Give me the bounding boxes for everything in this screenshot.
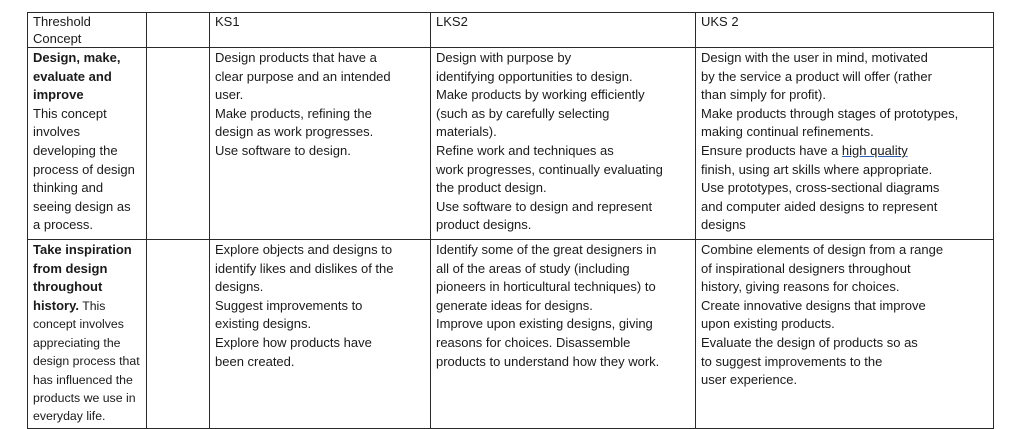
uks2-line: of inspirational designers throughout — [701, 260, 911, 276]
uks2-line: and computer aided designs to represent — [701, 198, 938, 214]
concept-title-line: Take inspiration — [33, 242, 132, 257]
lks2-line: product designs. — [436, 217, 532, 233]
concept-desc-line: products we use in — [33, 391, 136, 405]
uks2-line: to suggest improvements to the — [701, 353, 883, 369]
concept-title-line: from design — [33, 260, 108, 276]
uks2-line: upon existing products. — [701, 316, 835, 332]
lks2-line: products to understand how they work. — [436, 353, 660, 369]
uks2-line: Combine elements of design from a range — [701, 242, 944, 257]
ks1-line: Explore objects and designs to — [215, 242, 393, 257]
uks2-line: Design with the user in mind, motivated — [701, 50, 928, 65]
lks2-line: Use software to design and represent — [436, 198, 653, 214]
concept-desc-line: developing the — [33, 142, 118, 158]
concept-title-line: Design, make, — [33, 50, 121, 65]
header-ks1: KS1 — [210, 13, 431, 48]
ks1-line: clear purpose and an intended — [215, 68, 391, 84]
ks1-line: been created. — [215, 353, 295, 369]
uks2-line: by the service a product will offer (rather — [701, 68, 932, 84]
concept-desc-line: This concept — [33, 105, 107, 121]
concept-title-line — [33, 297, 141, 316]
uks2-line: user experience. — [701, 372, 798, 388]
threshold-concept-table — [27, 12, 994, 429]
concept-desc-line: concept involves — [33, 317, 124, 332]
table-header-row — [28, 13, 994, 48]
concept-desc-line: appreciating the — [33, 335, 121, 350]
ks1-line: existing designs. — [215, 316, 312, 332]
concept-cell — [28, 240, 147, 429]
table-row — [28, 240, 994, 429]
spellcheck-underlined-text: high quality — [841, 142, 908, 158]
ks1-line: user. — [215, 87, 244, 103]
lks2-line: generate ideas for designs. — [436, 297, 593, 313]
lks2-line: materials). — [436, 124, 497, 140]
uks2-line: Make products through stages of prototypes, — [701, 105, 959, 121]
header-uks2: UKS 2 — [696, 13, 994, 48]
document-page — [27, 12, 994, 429]
concept-title-line: improve — [33, 87, 84, 103]
uks2-line: than simply for profit). — [701, 87, 826, 103]
header-lks2: LKS2 — [431, 13, 696, 48]
uks2-line: Evaluate the design of products so as — [701, 334, 918, 350]
concept-desc-line: process of design — [33, 161, 135, 177]
lks2-line: work progresses, continually evaluating — [436, 161, 663, 177]
uks2-line: Use prototypes, cross-sectional diagrams — [701, 180, 940, 196]
ks1-line: Explore how products have — [215, 334, 372, 350]
concept-title-text: history. — [33, 297, 79, 313]
ks1-line: designs. — [215, 279, 264, 295]
lks2-line: Make products by working efficiently — [436, 87, 645, 103]
uks2-line: designs — [701, 217, 746, 233]
lks2-line: pioneers in horticultural techniques) to — [436, 279, 656, 295]
lks2-line: the product design. — [436, 180, 547, 196]
uks2-cell — [696, 240, 994, 429]
blank-cell — [147, 240, 210, 429]
concept-desc-line: seeing design as — [33, 198, 131, 214]
ks1-line: Suggest improvements to — [215, 297, 363, 313]
lks2-cell — [431, 240, 696, 429]
ks1-line: Make products, refining the — [215, 105, 372, 121]
ks1-cell — [210, 48, 431, 240]
ks1-line: Design products that have a — [215, 50, 377, 65]
ks1-line: identify likes and dislikes of the — [215, 260, 394, 276]
ks1-line: Use software to design. — [215, 142, 351, 158]
concept-desc-line: thinking and — [33, 180, 104, 196]
uks2-text: Ensure products have a — [701, 142, 842, 158]
concept-title-line: throughout — [33, 279, 103, 295]
ks1-cell — [210, 240, 431, 429]
lks2-line: Identify some of the great designers in — [436, 242, 657, 257]
concept-title-line: evaluate and — [33, 68, 112, 84]
lks2-line: (such as by carefully selecting — [436, 105, 610, 121]
uks2-line: history, giving reasons for choices. — [701, 279, 900, 295]
header-blank — [147, 13, 210, 48]
concept-desc-line: everyday life. — [33, 409, 106, 424]
lks2-line: Design with purpose by — [436, 50, 572, 65]
lks2-line: identifying opportunities to design. — [436, 68, 633, 84]
uks2-line — [701, 142, 988, 161]
uks2-line: finish, using art skills where appropriate. — [701, 161, 933, 177]
uks2-line: making continual refinements. — [701, 124, 874, 140]
uks2-line: Create innovative designs that improve — [701, 297, 926, 313]
concept-desc-line: has influenced the — [33, 372, 133, 387]
lks2-line: reasons for choices. Disassemble — [436, 334, 631, 350]
lks2-line: Refine work and techniques as — [436, 142, 614, 158]
lks2-line: all of the areas of study (including — [436, 260, 630, 276]
blank-cell — [147, 48, 210, 240]
concept-cell — [28, 48, 147, 240]
concept-desc-text: This — [79, 298, 106, 313]
lks2-line: Improve upon existing designs, giving — [436, 316, 653, 332]
lks2-cell — [431, 48, 696, 240]
table-row — [28, 48, 994, 240]
header-threshold-concept: Threshold Concept — [28, 13, 147, 48]
concept-desc-line: a process. — [33, 217, 93, 233]
concept-desc-line: involves — [33, 124, 80, 140]
ks1-line: design as work progresses. — [215, 124, 374, 140]
uks2-cell — [696, 48, 994, 240]
concept-desc-line: design process that — [33, 354, 140, 369]
